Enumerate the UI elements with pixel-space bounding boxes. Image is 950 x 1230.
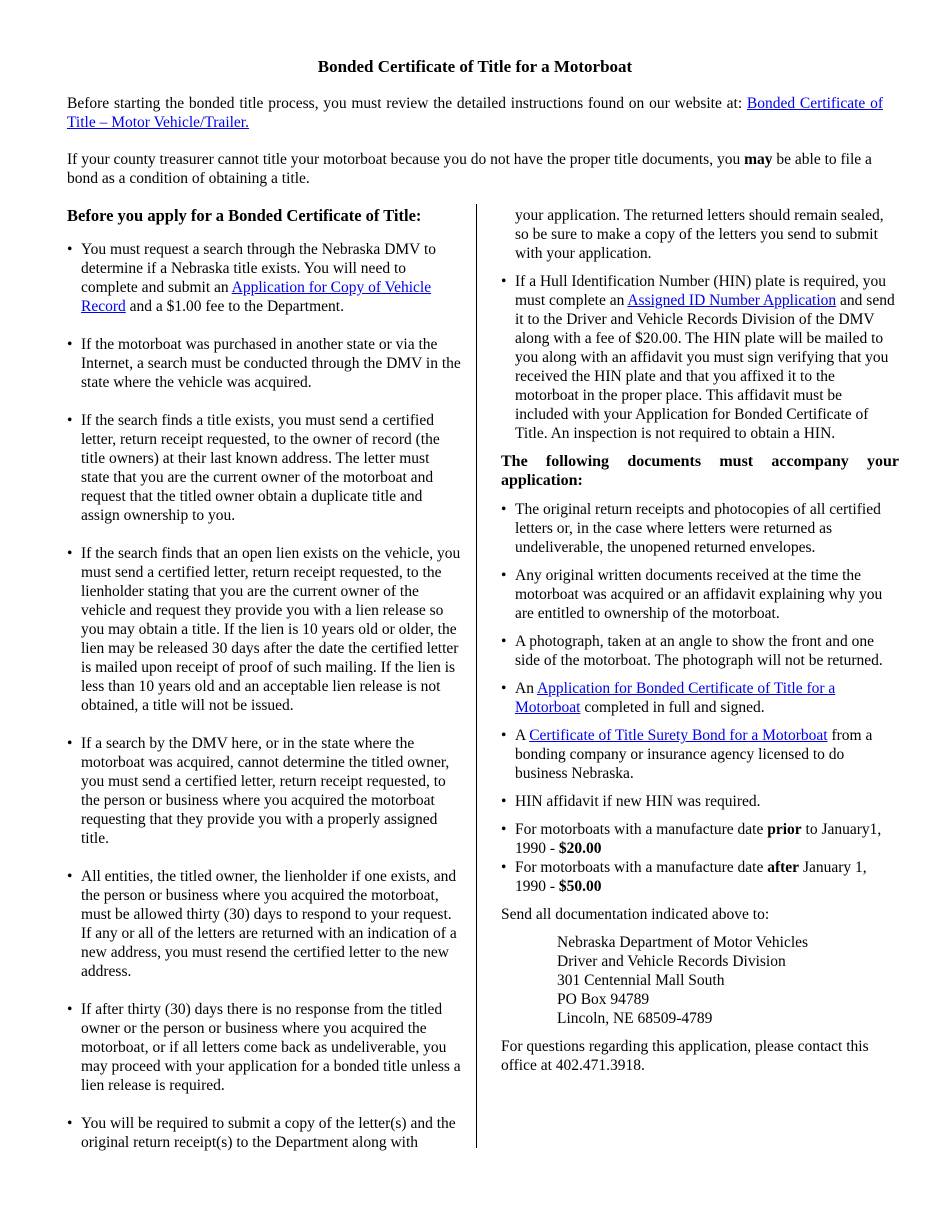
fee-item-prior [501, 820, 899, 858]
item-text-end: from a bonding company or insurance agency licensed to do business Nebraska. [515, 727, 873, 782]
send-documentation-label: Send all documentation indicated above to: [501, 906, 770, 923]
required-documents-list [501, 500, 899, 896]
intro-text: Before starting the bonded title process, you must review the detailed instructions found on our website at: [67, 95, 747, 112]
list-item: • If after thirty (30) days there is no response from the titled owner or the person or business where you acquired the motorboat, or if all letters come back as undeliverable, you may proceed with your application for a bonded title unless a lien release is required. [67, 1000, 461, 1095]
fee-text: For motorboats with a manufacture date [515, 859, 768, 876]
fee-date: to January1, 1990 - [515, 821, 882, 857]
hin-list [501, 272, 899, 443]
bonded-title-instructions-link[interactable]: Bonded Certificate of Title – Motor Vehicle/Trailer. [67, 95, 883, 131]
list-item [501, 679, 899, 717]
item-text-end: completed in full and signed. [580, 699, 765, 716]
list-item: • You will be required to submit a copy of the letter(s) and the original return receipt(s) to the Department along with [67, 1114, 461, 1152]
list-item [501, 726, 899, 783]
before-apply-list [67, 240, 461, 1152]
bond-eligibility-paragraph [67, 150, 883, 188]
address-line: Nebraska Department of Motor Vehicles [557, 934, 809, 951]
item-text: A [515, 727, 530, 744]
before-apply-heading: Before you apply for a Bonded Certificate of Title: [67, 206, 422, 225]
item-text-end: and a $1.00 fee to the Department. [125, 298, 344, 315]
fee-item-after [501, 858, 899, 896]
list-item: • All entities, the titled owner, the lienholder if one exists, and the person or business where you acquired the motorboat, must be allowed thirty (30) days to respond to your request. If any or all of the letters are returned with an indication of a new address, you must resend the certified letter to the new address. [67, 867, 461, 981]
list-item: • If the search finds a title exists, you must send a certified letter, return receipt requested, to the owner of record (the title owners) at their last known address. The letter must state that you are the current owner of the motorboat and request that the titled owner obtain a duplicate title and assign ownership to you. [67, 411, 461, 525]
left-column [67, 206, 461, 1171]
fee-amount: $50.00 [558, 878, 602, 895]
intro-paragraph [67, 94, 883, 132]
contact-info: For questions regarding this application, please contact this office at 402.471.3918. [501, 1038, 869, 1074]
list-item: • A photograph, taken at an angle to show the front and one side of the motorboat. The photograph will not be returned. [501, 632, 899, 670]
fee-qualifier: after [767, 859, 800, 876]
eligibility-text: If your county treasurer cannot title your motorboat because you do not have the proper title documents, you [67, 151, 745, 168]
item-text: You must request a search through the Nebraska DMV to determine if a Nebraska title exists. You will need to complete and submit an [81, 241, 437, 296]
list-item: • If the motorboat was purchased in another state or via the Internet, a search must be conducted through the DMV in the state where the vehicle was acquired. [67, 335, 461, 392]
item-text: If a Hull Identification Number (HIN) plate is required, you must complete an [515, 273, 887, 309]
list-item: • If a search by the DMV here, or in the state where the motorboat was acquired, cannot determine the titled owner, you must send a certified letter, return receipt requested, to the person or business where you acquired the motorboat requesting that they provide you with a properly assigned title. [67, 734, 461, 848]
list-item [67, 240, 461, 316]
eligibility-text-end: be able to file a bond as a condition of obtaining a title. [67, 151, 872, 187]
list-item: • HIN affidavit if new HIN was required. [501, 792, 899, 811]
item-text-end: and send it to the Driver and Vehicle Records Division of the DMV along with a fee of $20.00. The HIN plate will be mailed to you along with an affidavit you must sign verifying that you received the HIN plate and that you affixed it to the motorboat in the proper place. This affidavit must be included with your Application for Bonded Certificate of Title. An inspection is not required to obtain a HIN. [515, 292, 895, 442]
list-item-continuation: your application. The returned letters should remain sealed, so be sure to make a copy of the letters you send to submit with your application. [515, 207, 884, 262]
list-item: • If the search finds that an open lien exists on the vehicle, you must send a certified letter, return receipt requested, to the lienholder stating that you are the current owner of the vehicle and request they provide you with a lien release so you may obtain a title. If the lien is 10 years old or older, the lien may be released 30 days after the date the certified letter is mailed upon receipt of proof of such mailing. If the lien is less than 10 years old and an acceptable lien release is not obtained, a title will not be issued. [67, 544, 461, 715]
column-divider [476, 204, 477, 1148]
fee-qualifier: prior [767, 821, 802, 838]
required-documents-heading: The following documents must accompany your application: [501, 453, 899, 489]
surety-bond-link[interactable]: Certificate of Title Surety Bond for a Motorboat [529, 727, 828, 744]
eligibility-emphasis: may [744, 151, 773, 168]
fee-text: For motorboats with a manufacture date [515, 821, 768, 838]
copy-of-vehicle-record-link[interactable]: Application for Copy of Vehicle Record [81, 279, 432, 315]
list-item: • The original return receipts and photocopies of all certified letters or, in the case where letters were returned as undeliverable, the unopened returned envelopes. [501, 500, 899, 557]
address-line: PO Box 94789 [557, 991, 650, 1008]
mailing-address [501, 933, 899, 1028]
page-title: Bonded Certificate of Title for a Motorboat [317, 57, 633, 76]
list-item: • Any original written documents received at the time the motorboat was acquired or an affidavit explaining why you are entitled to ownership of the motorboat. [501, 566, 899, 623]
address-line: 301 Centennial Mall South [557, 972, 725, 989]
fee-date: January 1, 1990 - [515, 859, 867, 895]
address-line: Driver and Vehicle Records Division [557, 953, 786, 970]
right-column [501, 206, 899, 1075]
fee-amount: $20.00 [558, 840, 602, 857]
address-line: Lincoln, NE 68509-4789 [557, 1010, 713, 1027]
item-text: An [515, 680, 537, 697]
list-item [501, 272, 899, 443]
bonded-title-application-link[interactable]: Application for Bonded Certificate of Title for a Motorboat [515, 680, 836, 716]
assigned-id-number-application-link[interactable]: Assigned ID Number Application [627, 292, 837, 309]
